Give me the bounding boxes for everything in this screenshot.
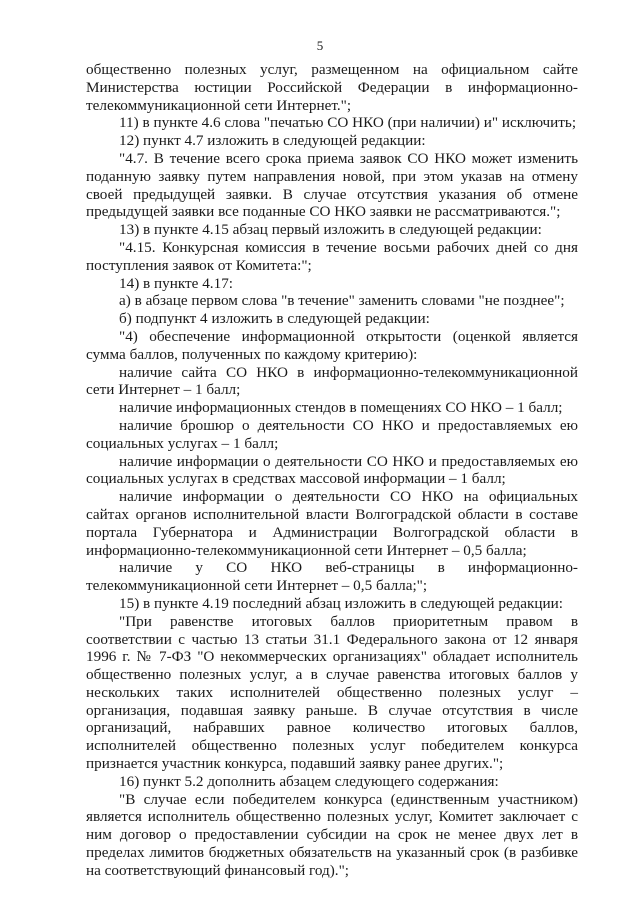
- paragraph: 15) в пункте 4.19 последний абзац изложить в следующей редакции:: [119, 594, 563, 612]
- paragraph: 12) пункт 4.7 изложить в следующей редакции:: [119, 132, 426, 150]
- paragraph: "4) обеспечение информационной открытости (оценкой является сумма баллов, полученных по каждому критерию):: [86, 327, 578, 363]
- paragraph: "4.7. В течение всего срока приема заявок СО НКО может изменить поданную заявку путем направления новой, при этом указав на отмену своей предыдущей заявки. В случае отсутствия указания об отмене предыдущей заявки все поданные СО НКО заявки не рассматриваются.";: [86, 149, 578, 221]
- paragraph: "4.15. Конкурсная комиссия в течение восьми рабочих дней со дня поступления заявок от Комитета:";: [86, 238, 578, 274]
- paragraph: а) в абзаце первом слова "в течение" заменить словами "не позднее";: [119, 292, 565, 310]
- paragraph: "В случае если победителем конкурса (единственным участником) является исполнитель общественно полезных услуг, Комитет заключает с ним договор о предоставлении субсидии на срок не менее двух лет в пределах лимитов бюджетных обязательств на указанный срок (в разбивке на соответствующий финансовый год).";: [86, 790, 578, 879]
- paragraph: наличие у СО НКО веб-страницы в информационно-телекоммуникационной сети Интернет – 0,5 балла;";: [86, 559, 578, 595]
- paragraph: 11) в пункте 4.6 слова "печатью СО НКО (при наличии) и" исключить;: [119, 114, 577, 132]
- paragraph: наличие сайта СО НКО в информационно-телекоммуникационной сети Интернет – 1 балл;: [86, 363, 578, 399]
- paragraph: наличие информации о деятельности СО НКО на официальных сайтах органов исполнительной власти Волгоградской области в составе портала Губернатора и Администрации Волгоградской области в информационно-телекоммуникационной сети Интернет – 0,5 балла;: [86, 488, 578, 559]
- paragraph: 14) в пункте 4.17:: [119, 274, 234, 292]
- paragraph: наличие информации о деятельности СО НКО и предоставляемых ею социальных услугах в средствах массовой информации – 1 балл;: [86, 452, 578, 488]
- paragraph: "При равенстве итоговых баллов приоритетным правом в соответствии с частью 13 статьи 31.1 Федерального закона от 12 января 1996 г. № 7-ФЗ "О некоммерческих организациях" обладает исполнитель общественно полезных услуг, а в случае равенства итоговых баллов у нескольких таких исполнителей общественно полезных услуг – организация, подавшая заявку раньше. В случае отсутствия в числе организаций, набравших равное количество итоговых баллов, исполнителей общественно полезных услуг победителем конкурса признается участник конкурса, подавший заявку ранее других.";: [86, 612, 578, 773]
- paragraph: б) подпункт 4 изложить в следующей редакции:: [119, 310, 430, 328]
- paragraph: 16) пункт 5.2 дополнить абзацем следующего содержания:: [119, 772, 499, 790]
- paragraph: 13) в пункте 4.15 абзац первый изложить в следующей редакции:: [119, 221, 542, 239]
- paragraph: наличие брошюр о деятельности СО НКО и предоставляемых ею социальных услугах – 1 балл;: [86, 416, 578, 452]
- paragraph: наличие информационных стендов в помещениях СО НКО – 1 балл;: [119, 399, 563, 417]
- page-number: 5: [316, 38, 324, 53]
- paragraph: общественно полезных услуг, размещенном на официальном сайте Министерства юстиции Российской Федерации в информационно-телекоммуникационной сети Интернет.";: [86, 61, 578, 114]
- document-body: [86, 61, 578, 880]
